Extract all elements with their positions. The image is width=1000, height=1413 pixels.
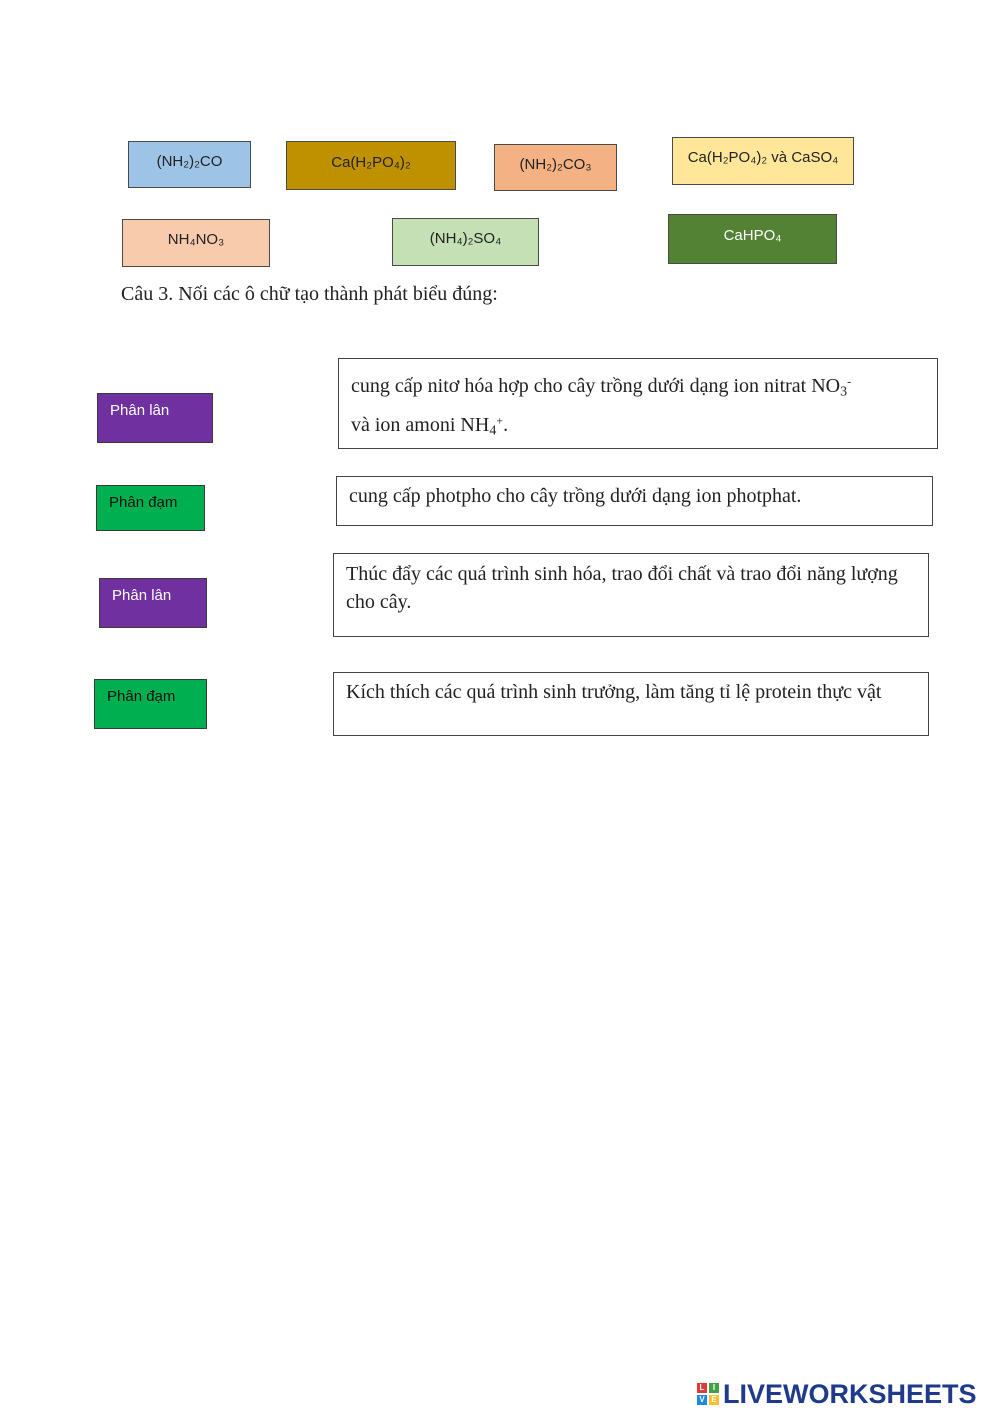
- statement-text: Kích thích các quá trình sinh trưởng, làm tăng tỉ lệ protein thực vật: [346, 681, 882, 703]
- statement-box-phosphorus[interactable]: [336, 476, 933, 526]
- logo-mark-cell: L: [697, 1383, 707, 1393]
- label-chip-text: Phân lân: [110, 402, 170, 419]
- formula-chip-label: CaHPO₄: [723, 227, 782, 244]
- formula-chip-label: Ca(H₂PO₄)₂: [331, 153, 411, 171]
- logo-mark-cell: E: [709, 1395, 719, 1405]
- statement-line: cung cấp nitơ hóa hợp cho cây trồng dưới dạng ion nitrat $NO_3^-$: [351, 374, 852, 400]
- label-chip-text: Phân đạm: [107, 688, 176, 705]
- label-chip-text: Phân lân: [112, 587, 172, 604]
- statement-text: cung cấp photpho cho cây trồng dưới dạng ion photphat.: [349, 485, 802, 507]
- label-chip-phan-dam-1[interactable]: [96, 485, 205, 531]
- formula-chip-label: Ca(H₂PO₄)₂ và CaSO₄: [687, 149, 839, 166]
- statement-text: Thúc đẩy các quá trình sinh hóa, trao đổi chất và trao đổi năng lượng cho cây.: [346, 563, 898, 613]
- formula-chip-label: (NH₂)₂CO: [156, 152, 223, 170]
- label-chip-text: Phân đạm: [109, 494, 178, 511]
- label-chip-phan-lan-1[interactable]: [97, 393, 213, 443]
- formula-chip-ammonium-nitrate[interactable]: [122, 219, 270, 267]
- logo-mark-icon: [697, 1383, 719, 1405]
- formula-chip-calcium-hydrogen-phosphate[interactable]: [668, 214, 837, 264]
- formula-chip-superphosphate-double[interactable]: [286, 141, 456, 190]
- statement-box-biochemical[interactable]: [333, 553, 929, 637]
- formula-chip-superphosphate-single[interactable]: [672, 137, 854, 185]
- liveworksheets-logo: [697, 1378, 977, 1410]
- formula-chip-ammonium-sulfate[interactable]: [392, 218, 539, 266]
- logo-mark-cell: V: [697, 1395, 707, 1405]
- label-chip-phan-lan-2[interactable]: [99, 578, 207, 628]
- formula-chip-label: NH₄NO₃: [167, 231, 225, 248]
- logo-mark-cell: I: [709, 1383, 719, 1393]
- question-title: Câu 3. Nối các ô chữ tạo thành phát biểu đúng:: [121, 283, 498, 305]
- logo-text: LIVEWORKSHEETS: [723, 1378, 977, 1409]
- label-chip-phan-dam-2[interactable]: [94, 679, 207, 729]
- statement-line: và ion amoni $NH_4^+$.: [351, 413, 509, 439]
- formula-chip-urea[interactable]: [128, 141, 251, 188]
- statement-box-growth[interactable]: [333, 672, 929, 736]
- statement-box-nitrogen[interactable]: [338, 358, 938, 449]
- formula-chip-label: (NH₂)₂CO₃: [519, 155, 592, 173]
- formula-chip-label: (NH₄)₂SO₄: [429, 230, 502, 247]
- formula-chip-ammonium-carbonate[interactable]: [494, 144, 617, 191]
